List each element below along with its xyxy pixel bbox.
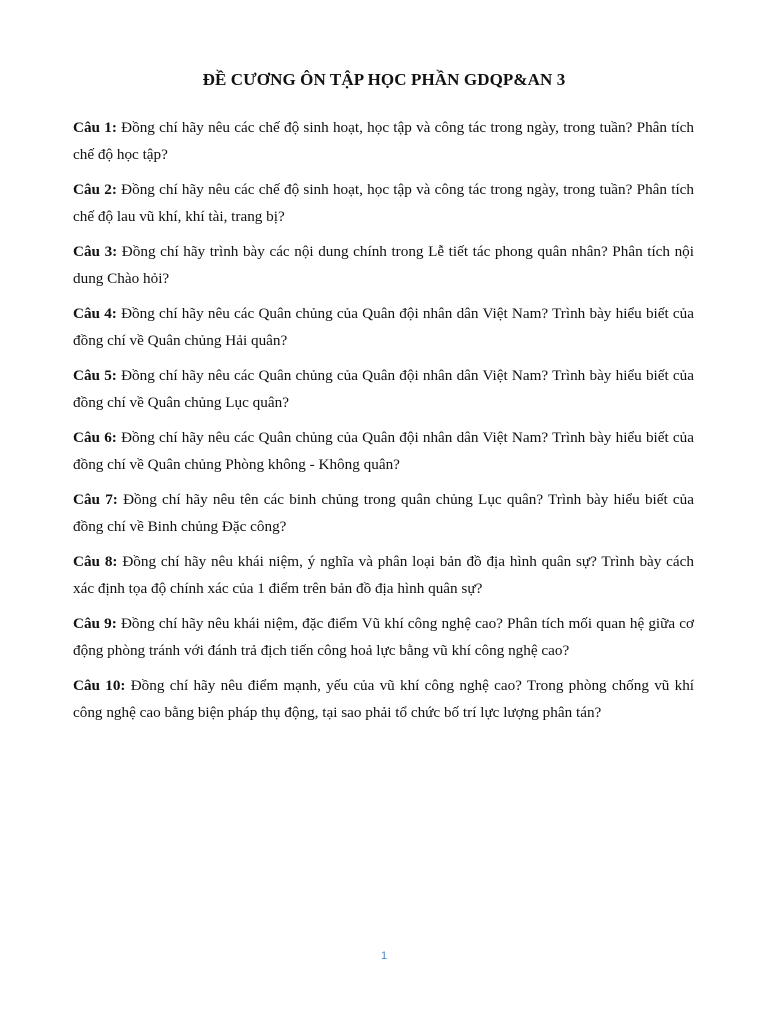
question-10	[73, 672, 694, 726]
document-title: ĐỀ CƯƠNG ÔN TẬP HỌC PHẦN GDQP&AN 3	[202, 70, 566, 89]
question-label: Câu 1:	[73, 119, 117, 136]
question-text: Đồng chí hãy nêu khái niệm, đặc điểm Vũ khí công nghệ cao? Phân tích mối quan hệ giữa cơ động phòng tránh với đánh trả địch tiến công hoả lực bằng vũ khí công nghệ cao?	[73, 615, 695, 659]
question-3	[73, 238, 694, 292]
question-1	[73, 114, 694, 168]
question-text: Đồng chí hãy nêu khái niệm, ý nghĩa và phân loại bản đồ địa hình quân sự? Trình bày cách xác định tọa độ chính xác của 1 điểm trên bản đồ địa hình quân sự?	[73, 553, 694, 597]
question-9	[73, 610, 694, 664]
question-text: Đồng chí hãy nêu các chế độ sinh hoạt, học tập và công tác trong ngày, trong tuần? Phân tích chế độ học tập?	[73, 119, 695, 163]
question-text: Đồng chí hãy nêu điểm mạnh, yếu của vũ khí công nghệ cao? Trong phòng chống vũ khí công nghệ cao bằng biện pháp thụ động, tại sao phải tổ chức bố trí lực lượng phân tán?	[73, 677, 695, 721]
question-label: Câu 9:	[73, 615, 117, 632]
question-6	[73, 424, 694, 478]
question-text: Đồng chí hãy nêu các chế độ sinh hoạt, học tập và công tác trong ngày, trong tuần? Phân tích chế độ lau vũ khí, khí tài, trang bị?	[73, 181, 695, 225]
question-label: Câu 4:	[73, 305, 117, 322]
question-text: Đồng chí hãy nêu tên các binh chủng trong quân chủng Lục quân? Trình bày hiểu biết của đồng chí về Binh chủng Đặc công?	[73, 491, 695, 535]
question-7	[73, 486, 694, 540]
question-label: Câu 8:	[73, 553, 118, 570]
question-5	[73, 362, 694, 416]
question-label: Câu 3:	[73, 243, 118, 260]
question-4	[73, 300, 694, 354]
question-label: Câu 6:	[73, 429, 117, 446]
question-label: Câu 7:	[73, 491, 118, 508]
question-label: Câu 2:	[73, 181, 117, 198]
question-text: Đồng chí hãy trình bày các nội dung chính trong Lễ tiết tác phong quân nhân? Phân tích nội dung Chào hỏi?	[73, 243, 694, 287]
page-number: 1	[380, 950, 388, 962]
question-2	[73, 176, 694, 230]
question-label: Câu 10:	[73, 677, 126, 694]
question-8	[73, 548, 694, 602]
question-label: Câu 5:	[73, 367, 117, 384]
question-text: Đồng chí hãy nêu các Quân chủng của Quân đội nhân dân Việt Nam? Trình bày hiểu biết của đồng chí về Quân chủng Hải quân?	[73, 305, 694, 349]
question-text: Đồng chí hãy nêu các Quân chủng của Quân đội nhân dân Việt Nam? Trình bày hiểu biết của đồng chí về Quân chủng Phòng không - Không quân?	[73, 429, 694, 473]
question-list	[73, 114, 694, 734]
question-text: Đồng chí hãy nêu các Quân chủng của Quân đội nhân dân Việt Nam? Trình bày hiểu biết của đồng chí về Quân chủng Lục quân?	[73, 367, 694, 411]
